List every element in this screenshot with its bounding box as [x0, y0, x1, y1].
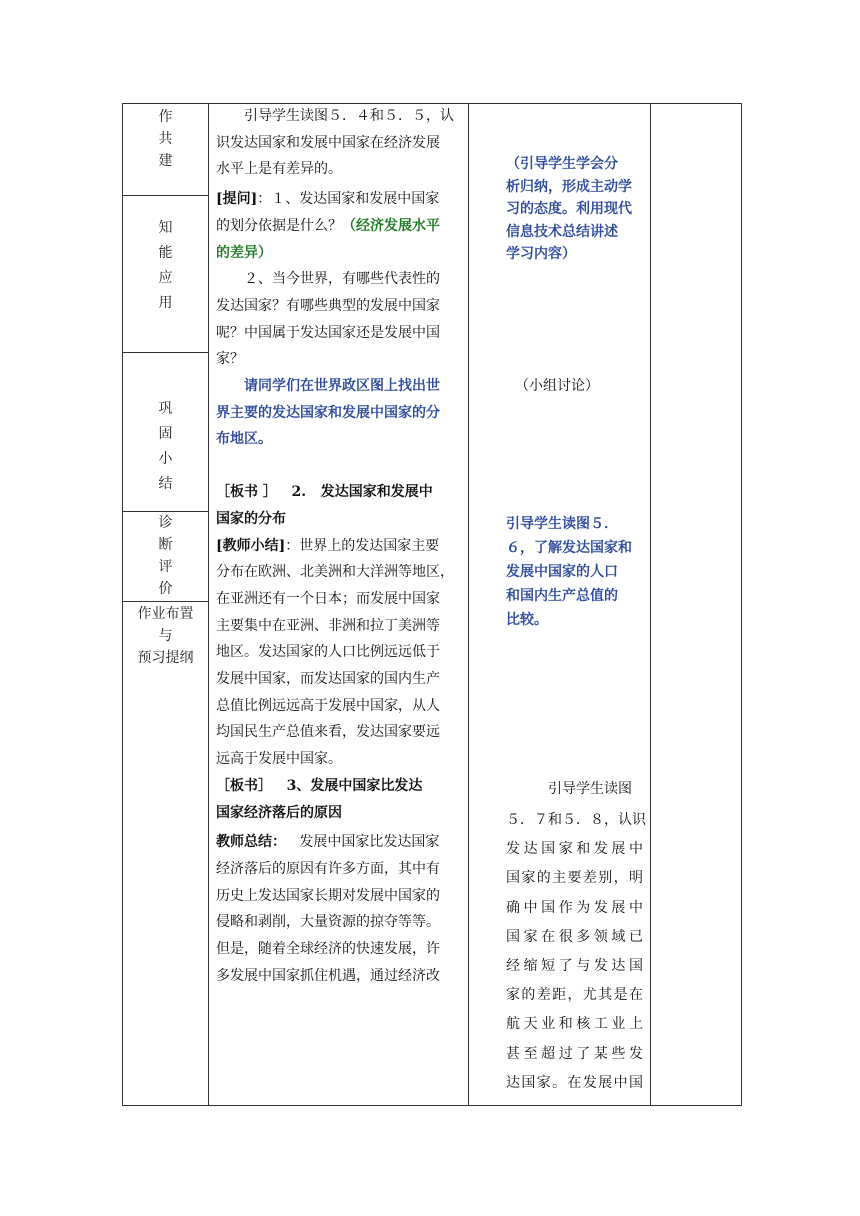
question-2-line: 呢？中国属于发达国家还是发展中国 — [216, 324, 440, 341]
label-gong-gu-xiao-jie: 巩 固 小 结 — [158, 401, 173, 492]
answer-green: 的差异） — [216, 244, 272, 261]
question-2-line: 家？ — [216, 351, 244, 368]
summary-line: 历史上发达国家长期对发展中国家的 — [216, 887, 440, 904]
summary-tag: [教师小结] — [216, 537, 286, 554]
row-divider-1 — [122, 195, 209, 196]
summary-line: 发展中国家，而发达国家的国内生产 — [216, 671, 440, 688]
board-heading-2-cont: 国家的分布 — [216, 510, 286, 527]
lesson-content — [216, 103, 462, 990]
task-instruction: 界主要的发达国家和发展中国家的分 — [216, 404, 440, 421]
table-border-col3 — [650, 103, 651, 1106]
table-border-col2 — [468, 103, 469, 1106]
board-heading-3-cont: 国家经济落后的原因 — [216, 804, 342, 821]
label-zuo-gong-jian: 作 共 建 — [158, 109, 173, 169]
label-zhen-duan-ping-jia: 诊 断 评 价 — [158, 515, 173, 597]
task-instruction: 布地区。 — [216, 431, 272, 448]
row-divider-2 — [122, 352, 209, 353]
table-border-right — [741, 103, 742, 1106]
note-first-line: 引导学生读图 — [548, 781, 632, 797]
note-method: （引导学生学会分 析归纳，形成主动学 习的态度。利用现代 信息技术总结讲述 学习内容） — [506, 156, 632, 262]
summary-line: 远高于发展中国家。 — [216, 751, 342, 768]
summary-line: 侵略和剥削，大量资源的掠夺等等。 — [216, 914, 440, 931]
summary-line: 主要集中在亚洲、非洲和拉丁美洲等 — [216, 617, 440, 634]
question-tag: [提问] — [216, 191, 258, 208]
summary-line: 总值比例远远高于发展中国家，从人 — [216, 697, 440, 714]
summary-line: 多发展中国家抓住机遇，通过经济改 — [216, 967, 440, 984]
question-2: ２、当今世界，有哪些代表性的 — [244, 271, 440, 288]
question-1-cont: 的划分依据是什么？（经济发展水平 — [216, 217, 440, 234]
summary-line: 均国民生产总值来看，发达国家要远 — [216, 724, 440, 741]
row-divider-4 — [122, 601, 209, 602]
teacher-summary-2: 教师总结： 发展中国家比发达国家 — [216, 834, 440, 851]
label-homework: 作业布置 与 预习提纲 — [137, 606, 194, 666]
task-instruction: 请同学们在世界政区图上找出世 — [244, 378, 440, 395]
summary-tag: 教师总结： — [216, 834, 286, 851]
table-border-col1 — [208, 103, 209, 1106]
board-heading-2: ［板书 ］ 2. 发达国家和发展中 — [216, 484, 433, 501]
note-group-discussion: （小组讨论） — [515, 378, 599, 394]
summary-line: 分布在欧洲、北美洲和大洋洲等地区， — [216, 564, 454, 581]
intro-line: 引导学生读图５．４和５．５，认 — [244, 108, 454, 124]
teacher-summary: [教师小结]：世界上的发达国家主要 — [216, 537, 440, 554]
label-zhi-neng-ying-yong: 知 能 应 用 — [158, 220, 173, 311]
answer-green: （经济发展水平 — [342, 217, 440, 234]
intro-line: 识发达国家和发展中国家在经济发展 — [216, 134, 440, 151]
question-2-line: 发达国家？有哪些典型的发展中国家 — [216, 297, 440, 314]
summary-line: 经济落后的原因有许多方面，其中有 — [216, 860, 440, 877]
question-1: [提问]：１、发达国家和发展中国家 — [216, 191, 440, 208]
summary-line: 地区。发达国家的人口比例远远低于 — [216, 644, 440, 661]
note-compare: ５．７和５．８，认识 发达国家和发展中 国家的主要差别，明 确中国作为发展中 国家在很多领域已 经缩短了与发达国 家的差距，尤其是在 航天业和核工业上 甚至超过了某些发 达国家。在发展中国 — [506, 812, 646, 1091]
board-heading-3: ［板书］ 3、发展中国家比发达 — [216, 777, 423, 794]
table-border-bottom — [122, 1105, 742, 1106]
summary-line: 但是，随着全球经济的快速发展，许 — [216, 941, 440, 958]
intro-line: 水平上是有差异的。 — [216, 161, 342, 178]
summary-line: 在亚洲还有一个日本；而发展中国家 — [216, 590, 440, 607]
note-read-figure: 引导学生读图５． ６，了解发达国家和 发展中国家的人口 和国内生产总值的 比较。 — [506, 516, 632, 628]
